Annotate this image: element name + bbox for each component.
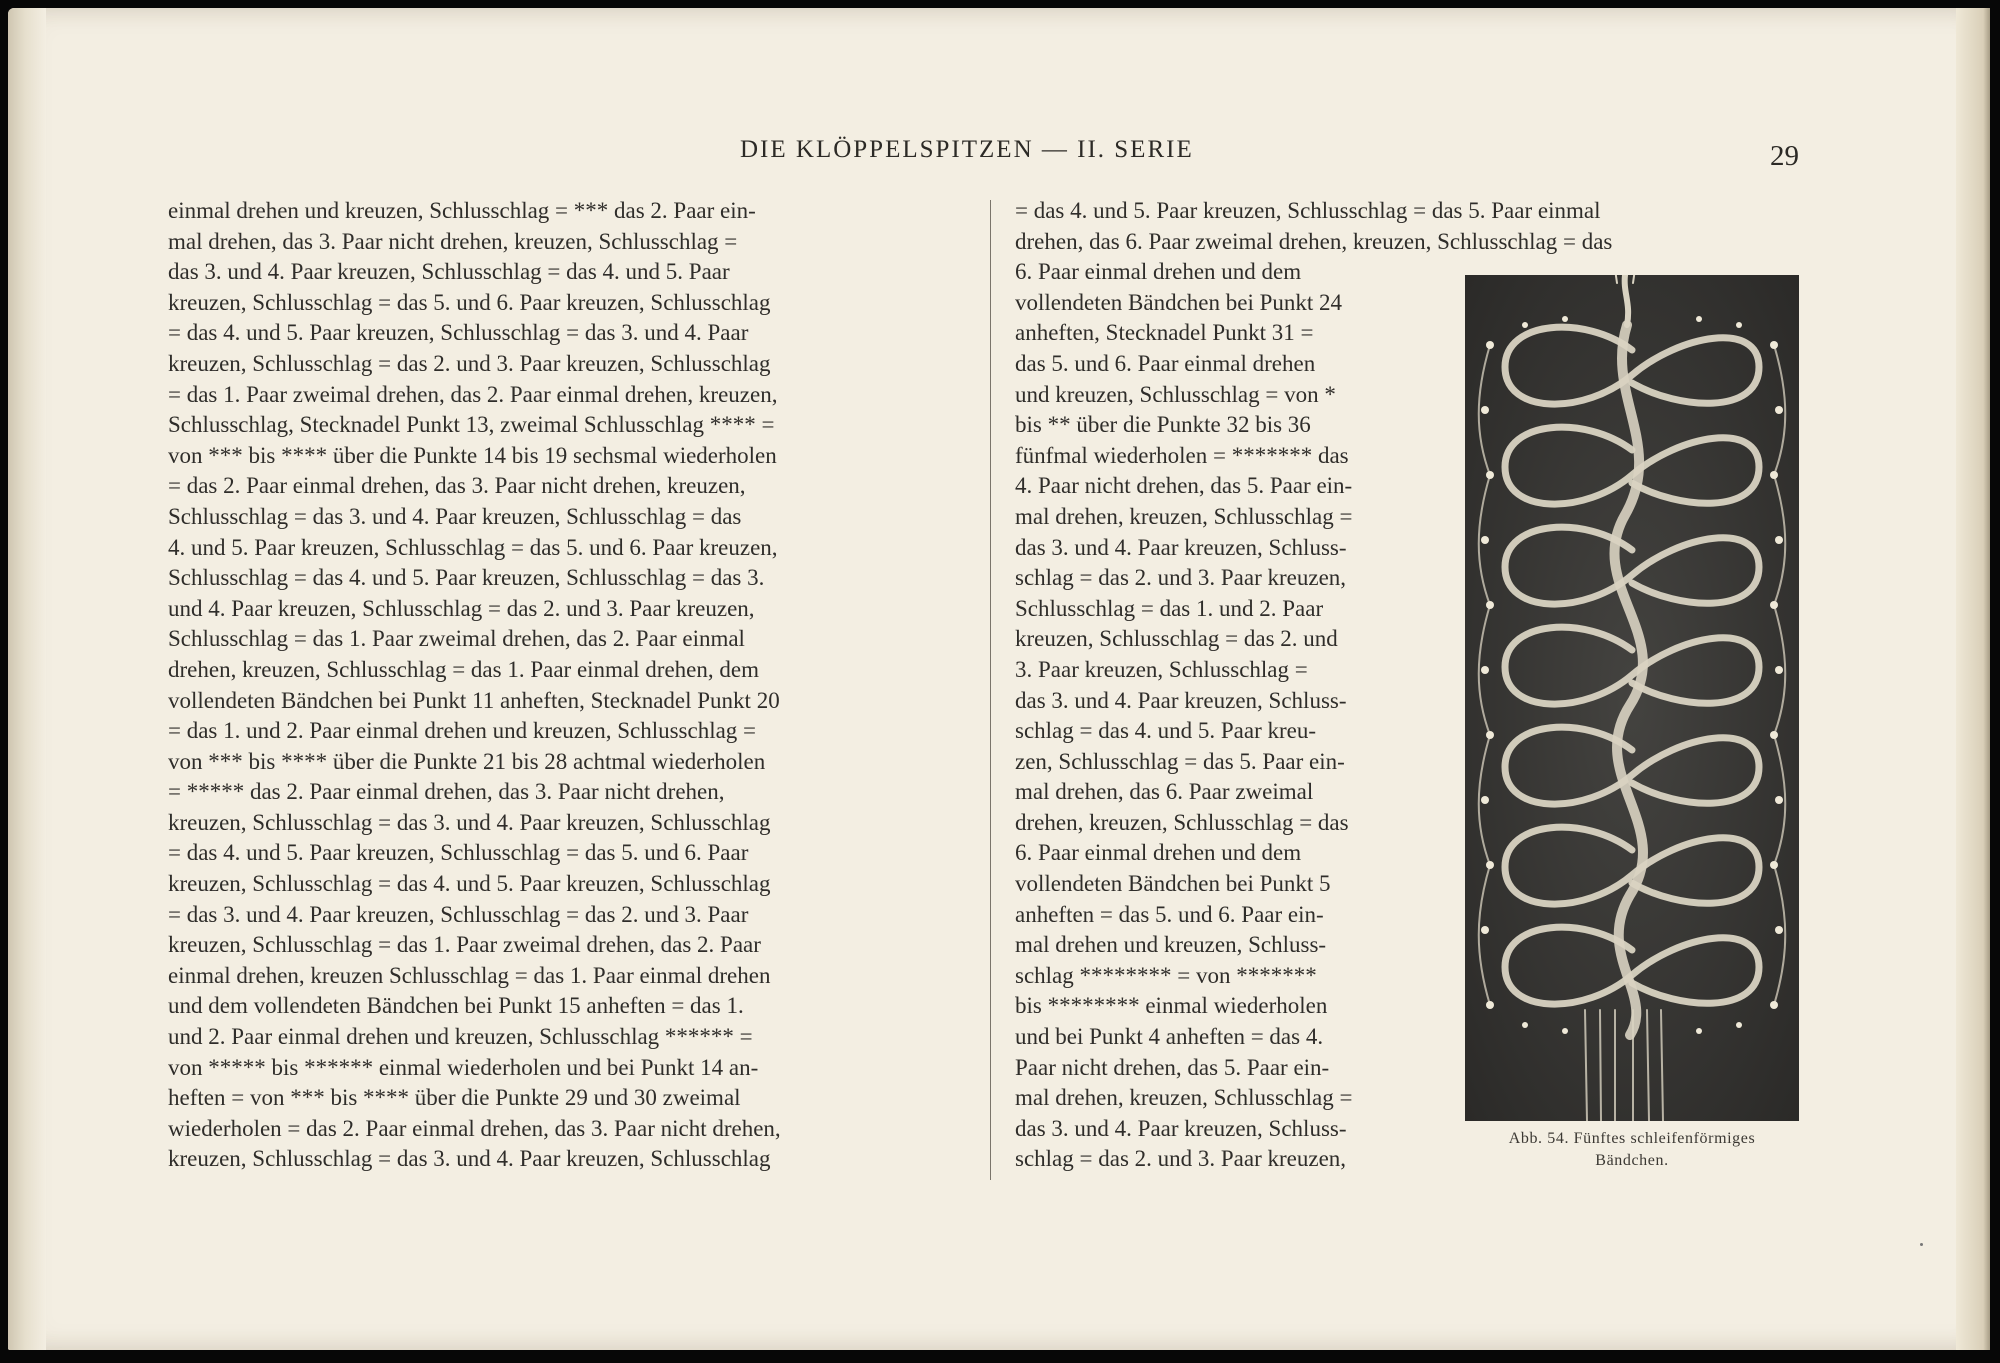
text-line: das 3. und 4. Paar kreuzen, Schluss-	[1015, 534, 1347, 560]
text-line: = ***** das 2. Paar einmal drehen, das 3. Paar nicht drehen,	[168, 779, 725, 805]
text-line: schlag ******** = von *******	[1015, 962, 1317, 988]
text-line: bis ** über die Punkte 32 bis 36	[1015, 412, 1311, 438]
text-line: = das 4. und 5. Paar kreuzen, Schlusschlag = das 5. und 6. Paar	[168, 840, 749, 866]
text-line: = das 4. und 5. Paar kreuzen, Schlusschlag = das 5. Paar einmal	[1015, 198, 1601, 223]
lace-illustration	[1465, 275, 1799, 1121]
text-line: Schlusschlag = das 4. und 5. Paar kreuzen, Schlusschlag = das 3.	[168, 565, 765, 591]
text-line: kreuzen, Schlusschlag = das 5. und 6. Paar kreuzen, Schlusschlag	[168, 289, 771, 315]
text-line: 3. Paar kreuzen, Schlusschlag =	[1015, 656, 1308, 682]
text-line: Schlusschlag, Stecknadel Punkt 13, zweimal Schlusschlag **** =	[168, 412, 775, 438]
text-line: bis ******** einmal wiederholen	[1015, 993, 1328, 1019]
text-line: Paar nicht drehen, das 5. Paar ein-	[1015, 1054, 1330, 1080]
text-line: von *** bis **** über die Punkte 14 bis 19 sechsmal wiederholen	[168, 442, 777, 468]
text-line: das 3. und 4. Paar kreuzen, Schluss-	[1015, 687, 1347, 713]
text-line: drehen, kreuzen, Schlusschlag = das 1. Paar einmal drehen, dem	[168, 656, 759, 682]
text-line: von ***** bis ****** einmal wiederholen und bei Punkt 14 an-	[168, 1054, 759, 1080]
text-line: = das 1. Paar zweimal drehen, das 2. Paar einmal drehen, kreuzen,	[168, 381, 778, 407]
text-line: mal drehen, das 3. Paar nicht drehen, kreuzen, Schlusschlag =	[168, 228, 738, 254]
text-line: und bei Punkt 4 anheften = das 4.	[1015, 1024, 1324, 1050]
column-divider	[990, 200, 991, 1180]
text-line: und kreuzen, Schlusschlag = von *	[1015, 381, 1336, 407]
text-line: vollendeten Bändchen bei Punkt 24	[1015, 289, 1343, 315]
text-line: 6. Paar einmal drehen und dem	[1015, 259, 1302, 285]
text-line: das 3. und 4. Paar kreuzen, Schlusschlag = das 4. und 5. Paar	[168, 259, 730, 285]
text-line: drehen, das 6. Paar zweimal drehen, kreuzen, Schlusschlag = das	[1015, 228, 1613, 254]
text-line: kreuzen, Schlusschlag = das 3. und 4. Paar kreuzen, Schlusschlag	[168, 1146, 771, 1172]
text-line: das 3. und 4. Paar kreuzen, Schluss-	[1015, 1115, 1347, 1141]
text-line: Schlusschlag = das 3. und 4. Paar kreuzen, Schlusschlag = das	[168, 503, 742, 529]
page-number: 29	[1770, 140, 1799, 172]
text-line: = das 3. und 4. Paar kreuzen, Schlusschlag = das 2. und 3. Paar	[168, 901, 749, 927]
text-line: vollendeten Bändchen bei Punkt 5	[1015, 871, 1331, 897]
text-line: schlag = das 2. und 3. Paar kreuzen,	[1015, 565, 1347, 591]
text-line: Schlusschlag = das 1. und 2. Paar	[1015, 595, 1324, 621]
page-edge	[1956, 8, 1990, 1350]
text-line: kreuzen, Schlusschlag = das 3. und 4. Paar kreuzen, Schlusschlag	[168, 809, 771, 835]
text-line: schlag = das 2. und 3. Paar kreuzen,	[1015, 1146, 1347, 1172]
text-line: drehen, kreuzen, Schlusschlag = das	[1015, 809, 1349, 835]
text-line: und 2. Paar einmal drehen und kreuzen, Schlusschlag ****** =	[168, 1024, 753, 1050]
paper-speck	[1920, 1243, 1923, 1246]
caption-line-1: Abb. 54. Fünftes schleifenförmiges	[1508, 1130, 1756, 1147]
text-line: kreuzen, Schlusschlag = das 2. und	[1015, 626, 1338, 652]
text-line: vollendeten Bändchen bei Punkt 11 anheften, Stecknadel Punkt 20	[168, 687, 780, 713]
text-line: wiederholen = das 2. Paar einmal drehen, das 3. Paar nicht drehen,	[168, 1115, 781, 1141]
text-line: mal drehen, das 6. Paar zweimal	[1015, 779, 1314, 805]
text-line: heften = von *** bis **** über die Punkte 29 und 30 zweimal	[168, 1085, 741, 1111]
text-line: fünfmal wiederholen = ******* das	[1015, 442, 1349, 468]
text-line: 4. und 5. Paar kreuzen, Schlusschlag = das 5. und 6. Paar kreuzen,	[168, 534, 778, 560]
text-line: anheften, Stecknadel Punkt 31 =	[1015, 320, 1314, 346]
text-line: 4. Paar nicht drehen, das 5. Paar ein-	[1015, 473, 1353, 499]
figure-caption	[1465, 1128, 1799, 1172]
text-line: und dem vollendeten Bändchen bei Punkt 15 anheften = das 1.	[168, 993, 744, 1019]
text-line: kreuzen, Schlusschlag = das 1. Paar zweimal drehen, das 2. Paar	[168, 932, 761, 958]
text-line: das 5. und 6. Paar einmal drehen	[1015, 350, 1316, 376]
text-line: 6. Paar einmal drehen und dem	[1015, 840, 1302, 866]
text-line: einmal drehen, kreuzen Schlusschlag = das 1. Paar einmal drehen	[168, 962, 771, 988]
text-line: mal drehen und kreuzen, Schluss-	[1015, 932, 1327, 958]
text-line: mal drehen, kreuzen, Schlusschlag =	[1015, 1085, 1353, 1111]
text-line: von *** bis **** über die Punkte 21 bis 28 achtmal wiederholen	[168, 748, 766, 774]
text-line: schlag = das 4. und 5. Paar kreu-	[1015, 718, 1317, 744]
text-line: und 4. Paar kreuzen, Schlusschlag = das 2. und 3. Paar kreuzen,	[168, 595, 755, 621]
text-line: zen, Schlusschlag = das 5. Paar ein-	[1015, 748, 1345, 774]
running-head: DIE KLÖPPELSPITZEN — II. SERIE	[740, 136, 1194, 163]
text-line: einmal drehen und kreuzen, Schlusschlag = *** das 2. Paar ein-	[168, 198, 756, 223]
page-fold-shadow	[8, 8, 46, 1350]
text-line: = das 2. Paar einmal drehen, das 3. Paar nicht drehen, kreuzen,	[168, 473, 746, 499]
text-line: kreuzen, Schlusschlag = das 4. und 5. Paar kreuzen, Schlusschlag	[168, 871, 771, 897]
text-line: mal drehen, kreuzen, Schlusschlag =	[1015, 503, 1353, 529]
text-line: kreuzen, Schlusschlag = das 2. und 3. Paar kreuzen, Schlusschlag	[168, 350, 771, 376]
text-line: = das 1. und 2. Paar einmal drehen und kreuzen, Schlusschlag =	[168, 718, 757, 744]
caption-line-2: Bändchen.	[1595, 1152, 1669, 1169]
left-text-column	[168, 196, 962, 1175]
text-line: Schlusschlag = das 1. Paar zweimal drehen, das 2. Paar einmal	[168, 626, 745, 652]
text-line: = das 4. und 5. Paar kreuzen, Schlusschlag = das 3. und 4. Paar	[168, 320, 749, 346]
bobbin-lace-loops-image	[1465, 275, 1799, 1121]
text-line: anheften = das 5. und 6. Paar ein-	[1015, 901, 1324, 927]
